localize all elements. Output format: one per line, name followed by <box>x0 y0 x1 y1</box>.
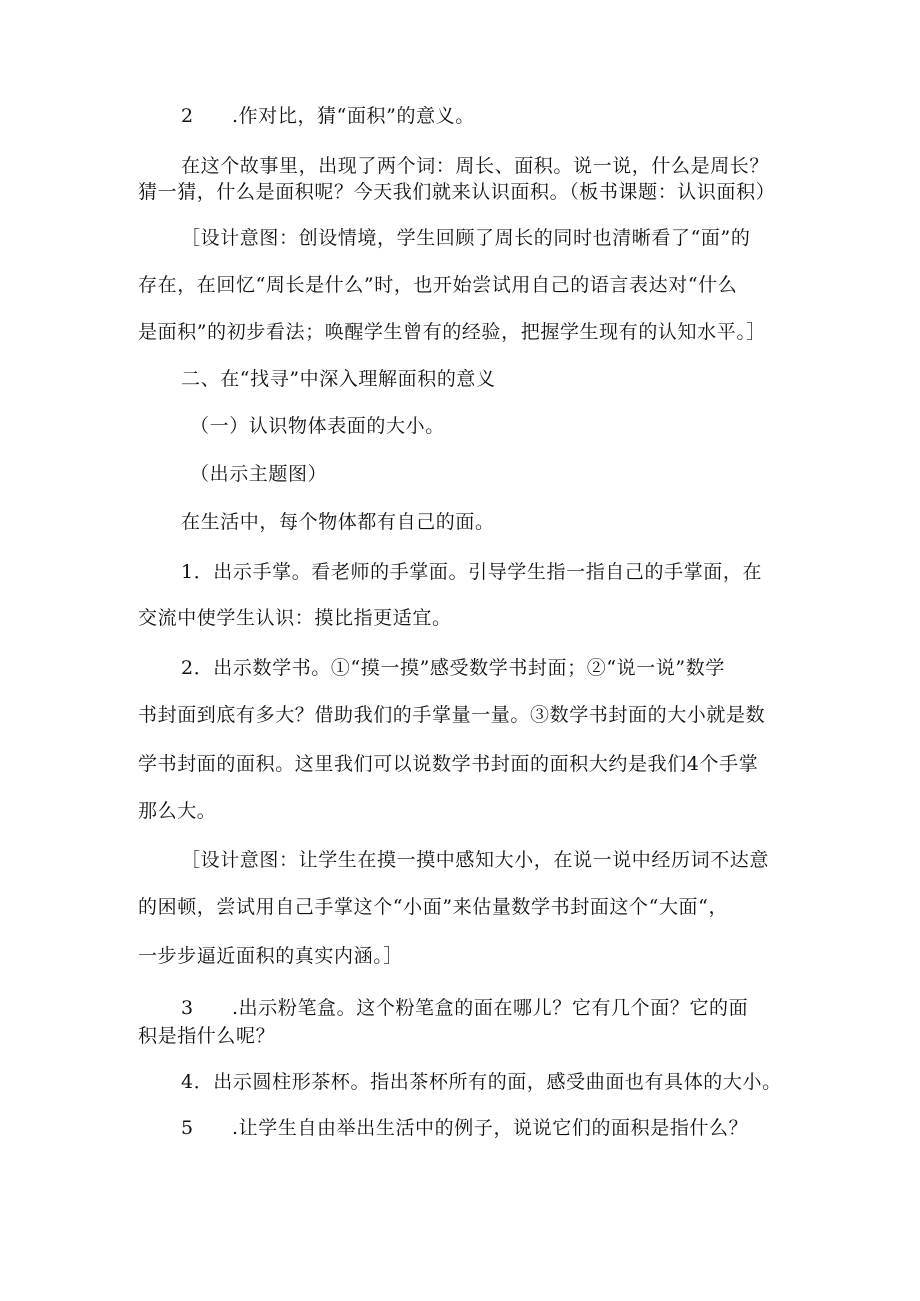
line-text: （一）认识物体表面的大小。 <box>190 415 445 437</box>
line-text: 交流中使学生认识：摸比指更适宜。 <box>138 607 452 629</box>
line-text: 的困顿，尝试用自己手掌这个“小面”来估量数学书封面这个“大面“， <box>138 896 729 918</box>
line-text: 那么大。 <box>138 800 217 822</box>
line-text: 二、在“找寻”中深入理解面积的意义 <box>181 368 496 390</box>
line-text: 在这个故事里，出现了两个词：周长、面积。说一说，什么是周长？ <box>181 155 770 177</box>
line-text: .让学生自由举出生活中的例子，说说它们的面积是指什么？ <box>232 1117 749 1139</box>
line-text: 1．出示手掌。看老师的手掌面。引导学生指一指自己的手掌面，在 <box>181 561 763 583</box>
line-text: 2．出示数学书。①“摸一摸”感受数学书封面；②“说一说”数学 <box>181 657 725 679</box>
step-number: 2 <box>181 105 194 127</box>
line-text: 是面积”的初步看法；唤醒学生曾有的经验，把握学生现有的认知水平。］ <box>138 321 767 343</box>
step-text: .作对比，猜“面积”的意义。 <box>232 105 475 127</box>
line-text: 一步步逼近面积的真实内涵。］ <box>138 945 403 967</box>
line-text: ［设计意图：让学生在摸一摸中感知大小，在说一说中经历词不达意 <box>181 849 770 871</box>
line-text: 存在，在回忆“周长是什么”时，也开始尝试用自己的语言表达对“什么 <box>138 274 738 296</box>
line-text: 猜一猜，什么是面积呢？今天我们就来认识面积。（板书课题：认识面积） <box>138 181 776 203</box>
line-text: 学书封面的面积。这里我们可以说数学书封面的面积大约是我们4个手掌 <box>138 753 759 775</box>
line-text: 在生活中，每个物体都有自己的面。 <box>181 511 495 533</box>
line-text: （出示主题图） <box>190 463 328 485</box>
line-text: 积是指什么呢？ <box>138 1025 276 1047</box>
step-number: 3 <box>181 997 194 1019</box>
step-number: 5 <box>181 1117 194 1139</box>
line-text: .出示粉笔盒。这个粉笔盒的面在哪儿？它有几个面？它的面 <box>232 997 749 1019</box>
line-text: ［设计意图：创设情境，学生回顾了周长的同时也清晰看了“面”的 <box>181 227 751 249</box>
line-text: 4．出示圆柱形茶杯。指出茶杯所有的面，感受曲面也有具体的大小。 <box>181 1071 782 1093</box>
line-text: 书封面到底有多大？借助我们的手掌量一量。③数学书封面的大小就是数 <box>138 704 766 726</box>
